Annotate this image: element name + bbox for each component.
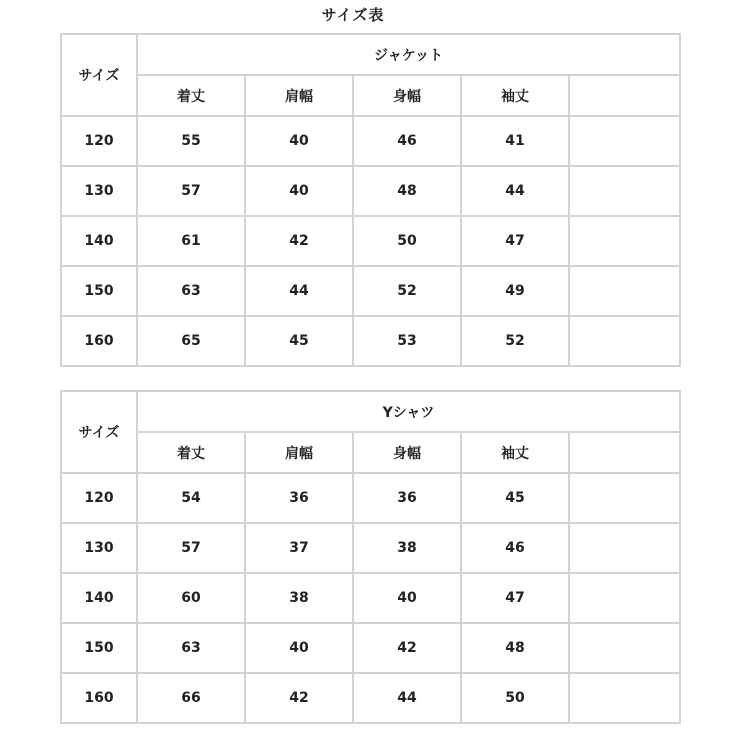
- table-row: [61, 166, 680, 216]
- measurement-cell: 38: [245, 573, 353, 623]
- column-header-cell: [569, 75, 680, 116]
- measurement-cell: 40: [353, 573, 461, 623]
- size-cell: 120: [61, 473, 137, 523]
- measurement-cell: 61: [137, 216, 245, 266]
- shirt-size-table: [60, 390, 681, 724]
- page-title: サイズ表: [321, 6, 385, 24]
- measurement-cell: 57: [137, 166, 245, 216]
- measurement-cell: 48: [353, 166, 461, 216]
- measurement-cell: 50: [353, 216, 461, 266]
- column-header-cell: 袖丈: [461, 432, 569, 473]
- measurement-cell: [569, 523, 680, 573]
- measurement-cell: 50: [461, 673, 569, 723]
- column-header-cell: 身幅: [353, 75, 461, 116]
- measurement-cell: 42: [353, 623, 461, 673]
- table-row: [61, 473, 680, 523]
- group-header-cell: Yシャツ: [137, 391, 680, 432]
- column-header-cell: 身幅: [353, 432, 461, 473]
- table-row: [61, 673, 680, 723]
- jacket-table-body: [61, 34, 680, 366]
- size-cell: 130: [61, 523, 137, 573]
- size-header-cell: サイズ: [61, 391, 137, 473]
- size-cell: 140: [61, 216, 137, 266]
- header-row-group: [61, 391, 680, 432]
- column-header-cell: 肩幅: [245, 75, 353, 116]
- header-row-group: [61, 34, 680, 75]
- size-cell: 160: [61, 316, 137, 366]
- measurement-cell: 52: [461, 316, 569, 366]
- measurement-cell: 40: [245, 166, 353, 216]
- measurement-cell: 36: [245, 473, 353, 523]
- column-header-cell: 肩幅: [245, 432, 353, 473]
- measurement-cell: 42: [245, 216, 353, 266]
- measurement-cell: [569, 473, 680, 523]
- measurement-cell: 40: [245, 116, 353, 166]
- measurement-cell: 46: [353, 116, 461, 166]
- measurement-cell: 37: [245, 523, 353, 573]
- measurement-cell: 55: [137, 116, 245, 166]
- column-header-cell: [569, 432, 680, 473]
- measurement-cell: [569, 623, 680, 673]
- measurement-cell: 66: [137, 673, 245, 723]
- measurement-cell: 36: [353, 473, 461, 523]
- measurement-cell: 60: [137, 573, 245, 623]
- table-row: [61, 266, 680, 316]
- table-row: [61, 316, 680, 366]
- table-row: [61, 623, 680, 673]
- size-cell: 140: [61, 573, 137, 623]
- measurement-cell: 45: [245, 316, 353, 366]
- measurement-cell: [569, 266, 680, 316]
- shirt-table-body: [61, 391, 680, 723]
- measurement-cell: 40: [245, 623, 353, 673]
- measurement-cell: [569, 673, 680, 723]
- header-row-columns: [61, 75, 680, 116]
- measurement-cell: 45: [461, 473, 569, 523]
- measurement-cell: 63: [137, 266, 245, 316]
- size-cell: 120: [61, 116, 137, 166]
- measurement-cell: 41: [461, 116, 569, 166]
- size-cell: 150: [61, 266, 137, 316]
- measurement-cell: 54: [137, 473, 245, 523]
- size-cell: 130: [61, 166, 137, 216]
- measurement-cell: [569, 573, 680, 623]
- measurement-cell: 63: [137, 623, 245, 673]
- measurement-cell: 44: [245, 266, 353, 316]
- measurement-cell: 47: [461, 573, 569, 623]
- size-cell: 150: [61, 623, 137, 673]
- column-header-cell: 袖丈: [461, 75, 569, 116]
- measurement-cell: [569, 316, 680, 366]
- column-header-cell: 着丈: [137, 432, 245, 473]
- measurement-cell: 52: [353, 266, 461, 316]
- table-row: [61, 216, 680, 266]
- measurement-cell: 46: [461, 523, 569, 573]
- column-header-cell: 着丈: [137, 75, 245, 116]
- group-header-cell: ジャケット: [137, 34, 680, 75]
- measurement-cell: 48: [461, 623, 569, 673]
- size-cell: 160: [61, 673, 137, 723]
- measurement-cell: 49: [461, 266, 569, 316]
- measurement-cell: 53: [353, 316, 461, 366]
- measurement-cell: 38: [353, 523, 461, 573]
- measurement-cell: [569, 116, 680, 166]
- jacket-size-table: [60, 33, 681, 367]
- table-row: [61, 116, 680, 166]
- measurement-cell: 44: [461, 166, 569, 216]
- measurement-cell: 65: [137, 316, 245, 366]
- measurement-cell: 42: [245, 673, 353, 723]
- measurement-cell: 57: [137, 523, 245, 573]
- header-row-columns: [61, 432, 680, 473]
- table-row: [61, 523, 680, 573]
- measurement-cell: 47: [461, 216, 569, 266]
- measurement-cell: [569, 166, 680, 216]
- table-row: [61, 573, 680, 623]
- size-header-cell: サイズ: [61, 34, 137, 116]
- measurement-cell: [569, 216, 680, 266]
- measurement-cell: 44: [353, 673, 461, 723]
